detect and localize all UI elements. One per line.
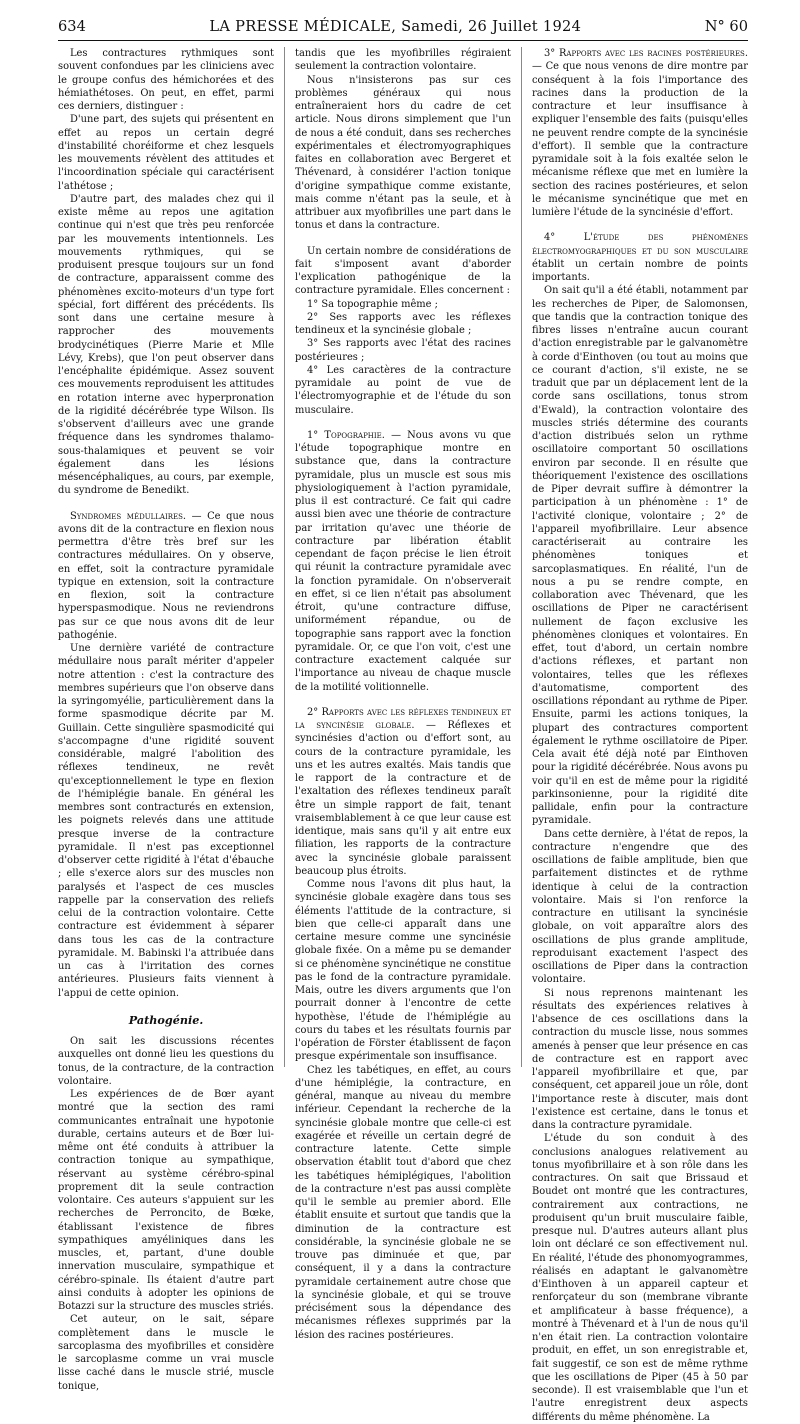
paragraph: On sait qu'il a été établi, notamment par les recherches de Piper, de Salomonsen, que tandis que la contraction tonique des fibres lisses n'entraîne aucun courant d'action enregistrable par le galvanomètre à corde d'Einthoven (ou tout au moins que ce courant d'action, s'il existe, ne se traduit que par un déplacement lent de la corde sans oscillations, tonus strom d'Ewald), la contraction volontaire des muscles striés détermine des courants d'action distribués selon un rythme oscillatoire comportant 50 oscillations environ par seconde. Il en résulte que théoriquement l'existence des oscillations de Piper devrait suffire à démontrer la participation à un phénomène : 1° de l'activité clonique, volontaire ; 2° de l'appareil myofibrillaire. Leur absence caractériserait au contraire les phénomènes toniques et sarcoplasmatiques. En réalité, l'un de nous a pu se rendre compte, en collaboration avec Thévenard, que les oscillations de Piper ne caractérisent nullement de façon exclusive les phénomènes cloniques et volontaires. En effet, tout d'abord, un certain nombre d'actions réflexes, et partant non volontaires, telles que les réflexes d'automatisme, comportent des oscillations répondant au rythme de Piper. Ensuite, parmi les actions toniques, la plupart des contractures comportent également le rythme oscillatoire de Piper. Cela avait été déjà noté par Einthoven pour la rigidité décérébrée. Nous avons pu voir qu'il en est de même pour la rigidité parkinsonienne, pour la rigidité dite pallidale, enfin pour la contracture pyramidale.	[532, 285, 748, 827]
paragraph: Les contractures rythmiques sont souvent confondues par les cliniciens avec le groupe confus des hémichorées et des hémiathétoses. On peut, en effet, parmi ces derniers, distinguer :	[58, 48, 274, 112]
paragraph: Nous n'insisterons pas sur ces problèmes généraux qui nous entraîneraient hors du cadre de cet article. Nous dirons simplement que l'un de nous a été conduit, dans ses recherches expérimentales et électromyographiques faites en collaboration avec Bergeret et Thévenard, à considérer l'action tonique d'origine sympathique comme existante, mais comme n'étant pas la seule, et à attribuer aux myofibrilles une part dans le tonus et dans la contracture.	[295, 74, 511, 232]
section-heading: 3° Rapports avec les racines postérieures.	[544, 48, 748, 59]
paragraph-text: — Réflexes et syncinésies d'action ou d'effort sont, au cours de la contracture pyramidale, les uns et les autres exaltés. Mais tandis que le rapport de la contracture et de l'exaltation des réflexes tendineux paraît être un simple rapport de fait, tenant vraisemblablement à ce que leur cause est identique, mais sans qu'il y ait entre eux filiation, les rapports de la contracture avec la syncinésie globale paraissent beaucoup plus étroits.	[295, 720, 512, 877]
paragraph: On sait les discussions récentes auxquelles ont donné lieu les questions du tonus, de la contracture, de la contraction volontaire.	[58, 1036, 274, 1087]
section-heading: 1° Topographie.	[307, 429, 385, 441]
paragraph: D'une part, des sujets qui présentent en effet au repos un certain degré d'instabilité choréiforme et chez lesquels les mouvements révèlent des attitudes et l'incoordination spéciale qui caractérisent l'athétose ;	[58, 114, 274, 192]
list-item: 1° Sa topographie même ;	[307, 298, 438, 310]
paragraph: Une dernière variété de contracture médullaire nous paraît mériter d'appeler notre attention : c'est la contracture des membres supérieurs que l'on observe dans la syringomyélie, particulièrement dans la forme spasmodique décrite par M. Guillain. Cette singulière spasmodicité qui s'accompagne d'une rigidité souvent considérable, malgré l'abolition des réflexes tendineux, ne revêt qu'exceptionnellement le type en flexion de l'hémiplégie banale. En général les membres sont contracturés en extension, les poignets relevés dans une attitude presque inverse de la contracture pyramidale. Il n'est pas exceptionnel d'observer cette rigidité à l'état d'ébauche ; elle s'exerce alors sur des muscles non paralysés et l'aspect de ces muscles rappelle par la conservation des reliefs celui de la contraction volontaire. Cette contracture est évidemment à séparer dans tous les cas de la contracture pyramidale. M. Babinski l'a attribuée dans un cas à l'irritation des cornes antérieures. Plusieurs faits viennent à l'appui de cette opinion.	[58, 643, 274, 999]
paragraph: Dans cette dernière, à l'état de repos, la contracture n'engendre que des oscillations de faible amplitude, bien que parfaitement distinctes et de rythme identique à celui de la contraction volontaire. Mais si l'on renforce la contracture en utilisant la syncinésie globale, on voit apparaître alors des oscillations de plus grande amplitude, reproduisant exactement l'aspect des oscillations de Piper dans la contraction volontaire.	[532, 828, 748, 986]
paragraph: Cet auteur, on le sait, sépare complètement dans le muscle le sarcoplasma des myofibrilles et considère le sarcoplasme comme un vrai muscle lisse caché dans le muscle strié, muscle tonique,	[58, 1314, 274, 1392]
paragraph-electromyographie	[532, 231, 748, 284]
paragraph: D'autre part, des malades chez qui il existe même au repos une agitation continue qui n'est que très peu renforcée par les mouvements intentionnels. Les mouvements rythmiques, qui se produisent presque toujours sur un fond de contracture, apparaissent comme des phénomènes excito-moteurs d'un type fort spécial, fort différent des précédents. Ils sont dans une certaine mesure à rapprocher des mouvements brodycinétiques (Pierre Marie et Mlle Lévy, Krebs), que l'on peut observer dans l'encéphalite épidémique. Assez souvent ces mouvements reproduisent les attitudes en rotation interne avec hyperpronation de la rigidité décérébrée type Wilson. Ils s'observent d'ailleurs avec une grande fréquence dans les syndromes thalamo-sous-thalamiques et peuvent se voir également dans les lésions mésencéphaliques, au cours, par exemple, du syndrome de Benedikt.	[58, 193, 274, 497]
column-right	[521, 47, 748, 1423]
page-number: 634	[58, 18, 86, 35]
paragraph-rapports-reflexes	[295, 706, 511, 878]
paragraph: Chez les tabétiques, en effet, au cours d'une hémiplégie, la contracture, en général, manque au niveau du membre inférieur. Cependant la recherche de la syncinésie globale montre que celle-ci est exagérée et réveille un certain degré de contracture latente. Cette simple observation établit tout d'abord que chez les tabétiques hémiplégiques, l'abolition de la contracture n'est pas aussi complète qu'il le semble au premier abord. Elle établit ensuite et surtout que tandis que la diminution de la contracture est considérable, la syncinésie globale ne se trouve pas diminuée et que, par conséquent, il y a dans la contracture pyramidale certainement autre chose que la syncinésie globale, et qui se trouve précisément sous la dépendance des mécanismes réflexes supprimés par la lésion des racines postérieures.	[295, 1064, 511, 1341]
list-item: 2° Ses rapports avec les réflexes tendineux et la syncinésie globale ;	[295, 311, 511, 336]
list-item: 4° Les caractères de la contracture pyramidale au point de vue de l'électromyographie et de l'étude du son musculaire.	[295, 364, 511, 416]
paragraph: Les expériences de de Bœr ayant montré que la section des rami communicantes entraînait une hypotonie durable, certains auteurs et de Bœr lui-même ont été conduits à attribuer la contraction tonique au sympathique, réservant au système cérébro-spinal proprement dit la seule contraction volontaire. Ces auteurs s'appuient sur les recherches de Perroncito, de Bœke, établissant l'existence de fibres sympathiques amyéliniques dans les muscles, et, partant, d'une double innervation musculaire, sympathique et cérébro-spinale. Ils étaient d'autre part ainsi conduits à adopter les opinions de Botazzi sur la structure des muscles striés.	[58, 1089, 274, 1312]
section-heading: Syndromes médullaires.	[70, 510, 187, 522]
subheading-pathogenie: Pathogénie.	[128, 1012, 204, 1027]
paragraph-text: — Ce que nous avons dit de la contracture en flexion nous permettra d'être très bref sur les contractures médullaires. On y observe, en effet, soit la contracture pyramidale typique en extension, soit la contracture en flexion, soit la contracture hyperspasmodique. Nous ne reviendrons pas sur ce que nous avons dit de leur pathogénie.	[58, 510, 274, 641]
paragraph-text: — Nous avons vu que l'étude topographique montre en substance que, dans la contracture pyramidale, plus un muscle est sous mis physiologiquement à l'action pyramidale, plus il est contracturé. Ce fait qui cadre aussi bien avec une théorie de contracture par irritation qu'avec une théorie de contracture par libération établit cependant de façon précise le lien étroit qui réunit la contracture pyramidale avec la fonction pyramidale. On n'observerait en effet, si ce lien n'était pas absolument étroit, qu'une contracture diffuse, uniformément répandue, ou de topographie sans rapport avec la fonction pyramidale. Or, ce que l'on voit, c'est une contracture exactement calquée sur l'importance au niveau de chaque muscle de la motilité volitionnelle.	[295, 429, 511, 693]
paragraph: Si nous reprenons maintenant les résultats des expériences relatives à l'absence de ces oscillations dans la contraction du muscle lisse, nous sommes amenés à penser que leur présence en cas de contracture est en rapport avec l'appareil myofibrillaire et que, par conséquent, cet appareil joue un rôle, dont l'importance reste à discuter, mais dont l'existence est certaine, dans le tonus et dans la contracture pyramidale.	[532, 987, 748, 1131]
paragraph-text: établit un certain nombre de points importants.	[532, 258, 748, 283]
paragraph-topographie	[295, 429, 511, 694]
issue-number: N° 60	[704, 18, 748, 35]
paragraph-syndromes-medullaires	[58, 510, 274, 643]
list-item: 3° Ses rapports avec l'état des racines postérieures ;	[295, 338, 511, 363]
paragraph: tandis que les myofibrilles régiraient seulement la contraction volontaire.	[295, 48, 511, 73]
paragraph-rapports-racines	[532, 47, 748, 219]
publication-title: LA PRESSE MÉDICALE, Samedi, 26 Juillet 1924	[209, 18, 582, 35]
column-middle	[284, 47, 512, 1341]
header-rule	[58, 40, 748, 41]
column-left	[58, 47, 274, 1392]
running-header	[58, 18, 748, 35]
paragraph: Comme nous l'avons dit plus haut, la syncinésie globale exagère dans tous ses éléments l'attitude de la contracture, si bien que celle-ci apparaît dans une certaine mesure comme une syncinésie globale fixée. On a même pu se demander si ce phénomène syncinétique ne constitue pas le fond de la contracture pyramidale. Mais, outre les divers arguments que l'on pourrait donner à l'encontre de cette hypothèse, l'étude de l'hémiplégie au cours du tabes et les résultats fournis par l'opération de Förster établissent de façon presque expérimentale son insuffisance.	[295, 879, 511, 1063]
paragraph-text: — Ce que nous venons de dire montre par conséquent à la fois l'importance des racines dans la production de la contracture et leur insuffisance à expliquer l'ensemble des faits (puisqu'elles ne peuvent rendre compte de la syncinésie d'effort). Il semble que la contracture pyramidale soit à la fois exaltée selon le mécanisme réflexe que met en lumière la section des racines postérieures, et selon le mécanisme syncinétique que met en lumière l'étude de la syncinésie d'effort.	[532, 61, 748, 218]
section-heading: 4° L'étude des phénomènes électromyographiques et du son musculaire	[532, 232, 748, 257]
text-columns	[58, 47, 748, 1423]
paragraph: Un certain nombre de considérations de fait s'imposent avant d'aborder l'explication pathogénique de la contracture pyramidale. Elles concernent :	[295, 245, 511, 297]
paragraph: L'étude du son conduit à des conclusions analogues relativement au tonus myofibrillaire et à son rôle dans les contractures. On sait que Brissaud et Boudet ont montré que les contractures, contrairement aux contractions, ne produisent qu'un bruit musculaire faible, presque nul. D'autres auteurs allant plus loin ont déclaré ce son effectivement nul. En réalité, l'étude des phonomyogrammes, réalisés en adaptant le galvanomètre d'Einthoven à un appareil capteur et renforçateur du son (membrane vibrante et amplificateur à basse fréquence), a montré à Thévenard et à l'un de nous qu'il n'en était rien. La contraction volontaire produit, en effet, un son enregistrable et, fait suggestif, ce son est de même rythme que les oscillations de Piper (45 à 50 par seconde). Il est vraisemblable que l'un et l'autre enregistrent deux aspects différents du même phénomène. La	[532, 1133, 748, 1423]
section-heading: 2° Rapports avec les réflexes tendineux et la syncinésie globale.	[295, 706, 511, 731]
